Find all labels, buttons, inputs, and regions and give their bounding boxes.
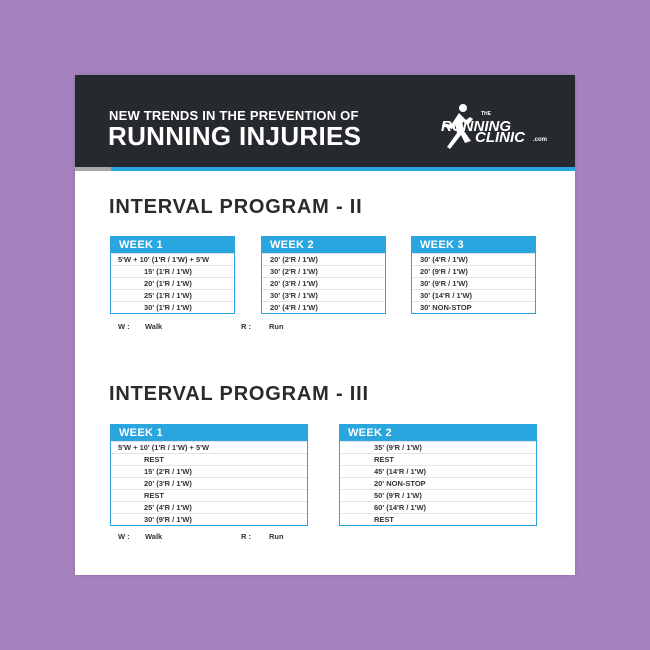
table-row: 30' (3'R / 1'W)	[262, 289, 385, 301]
table-row: 35' (9'R / 1'W)	[340, 441, 536, 453]
table-row: 20' (1'R / 1'W)	[111, 277, 234, 289]
week-header: WEEK 1	[111, 425, 307, 441]
program-2-week-3-table	[411, 236, 536, 314]
table-row: 50' (9'R / 1'W)	[340, 489, 536, 501]
table-row: 30' (9'R / 1'W)	[111, 513, 307, 525]
table-row: 25' (1'R / 1'W)	[111, 289, 234, 301]
header-stripe-gray	[75, 167, 111, 171]
legend-walk-value: Walk	[145, 532, 163, 541]
legend-walk-key: W :	[118, 532, 130, 541]
program-2-title: INTERVAL PROGRAM - II	[109, 196, 363, 218]
legend-run-key: R :	[241, 532, 251, 541]
table-row: 20' NON-STOP	[340, 477, 536, 489]
logo-the-text: THE	[481, 111, 491, 117]
legend-run-key: R :	[241, 322, 251, 331]
table-row: 5'W + 10' (1'R / 1'W) + 5'W	[111, 441, 307, 453]
header-banner	[75, 75, 575, 167]
table-row: REST	[340, 453, 536, 465]
legend-walk-value: Walk	[145, 322, 163, 331]
week-header: WEEK 1	[111, 237, 234, 253]
table-row: 20' (3'R / 1'W)	[111, 477, 307, 489]
table-row: 30' (2'R / 1'W)	[262, 265, 385, 277]
table-row: REST	[340, 513, 536, 525]
table-row: 30' (14'R / 1'W)	[412, 289, 535, 301]
table-row: 30' (1'R / 1'W)	[111, 301, 234, 313]
table-row: REST	[111, 489, 307, 501]
logo-clinic-text: CLINIC	[475, 129, 525, 146]
table-row: 20' (3'R / 1'W)	[262, 277, 385, 289]
table-row: 20' (2'R / 1'W)	[262, 253, 385, 265]
header-title: RUNNING INJURIES	[108, 121, 362, 151]
table-row: 30' NON-STOP	[412, 301, 535, 313]
table-row: 5'W + 10' (1'R / 1'W) + 5'W	[111, 253, 234, 265]
logo-running-text: RUNNING	[441, 118, 511, 135]
logo-com-text: .com	[533, 137, 548, 143]
table-row: REST	[111, 453, 307, 465]
program-2-week-2-table	[261, 236, 386, 314]
running-clinic-logo	[435, 103, 565, 161]
table-row: 20' (4'R / 1'W)	[262, 301, 385, 313]
week-header: WEEK 2	[262, 237, 385, 253]
program-3-week-1-table	[110, 424, 308, 526]
header-subtitle: NEW TRENDS IN THE PREVENTION OF	[109, 108, 359, 123]
table-row: 30' (9'R / 1'W)	[412, 277, 535, 289]
table-row: 25' (4'R / 1'W)	[111, 501, 307, 513]
legend-run-value: Run	[269, 322, 284, 331]
program-3-week-2-table	[339, 424, 537, 526]
legend-run-value: Run	[269, 532, 284, 541]
table-row: 45' (14'R / 1'W)	[340, 465, 536, 477]
week-header: WEEK 3	[412, 237, 535, 253]
table-row: 15' (1'R / 1'W)	[111, 265, 234, 277]
legend-walk-key: W :	[118, 322, 130, 331]
program-2-week-1-table	[110, 236, 235, 314]
table-row: 60' (14'R / 1'W)	[340, 501, 536, 513]
program-3-title: INTERVAL PROGRAM - III	[109, 383, 369, 405]
week-header: WEEK 2	[340, 425, 536, 441]
infographic-card	[75, 75, 575, 575]
header-stripe-blue	[111, 167, 575, 171]
table-row: 30' (4'R / 1'W)	[412, 253, 535, 265]
table-row: 20' (9'R / 1'W)	[412, 265, 535, 277]
table-row: 15' (2'R / 1'W)	[111, 465, 307, 477]
